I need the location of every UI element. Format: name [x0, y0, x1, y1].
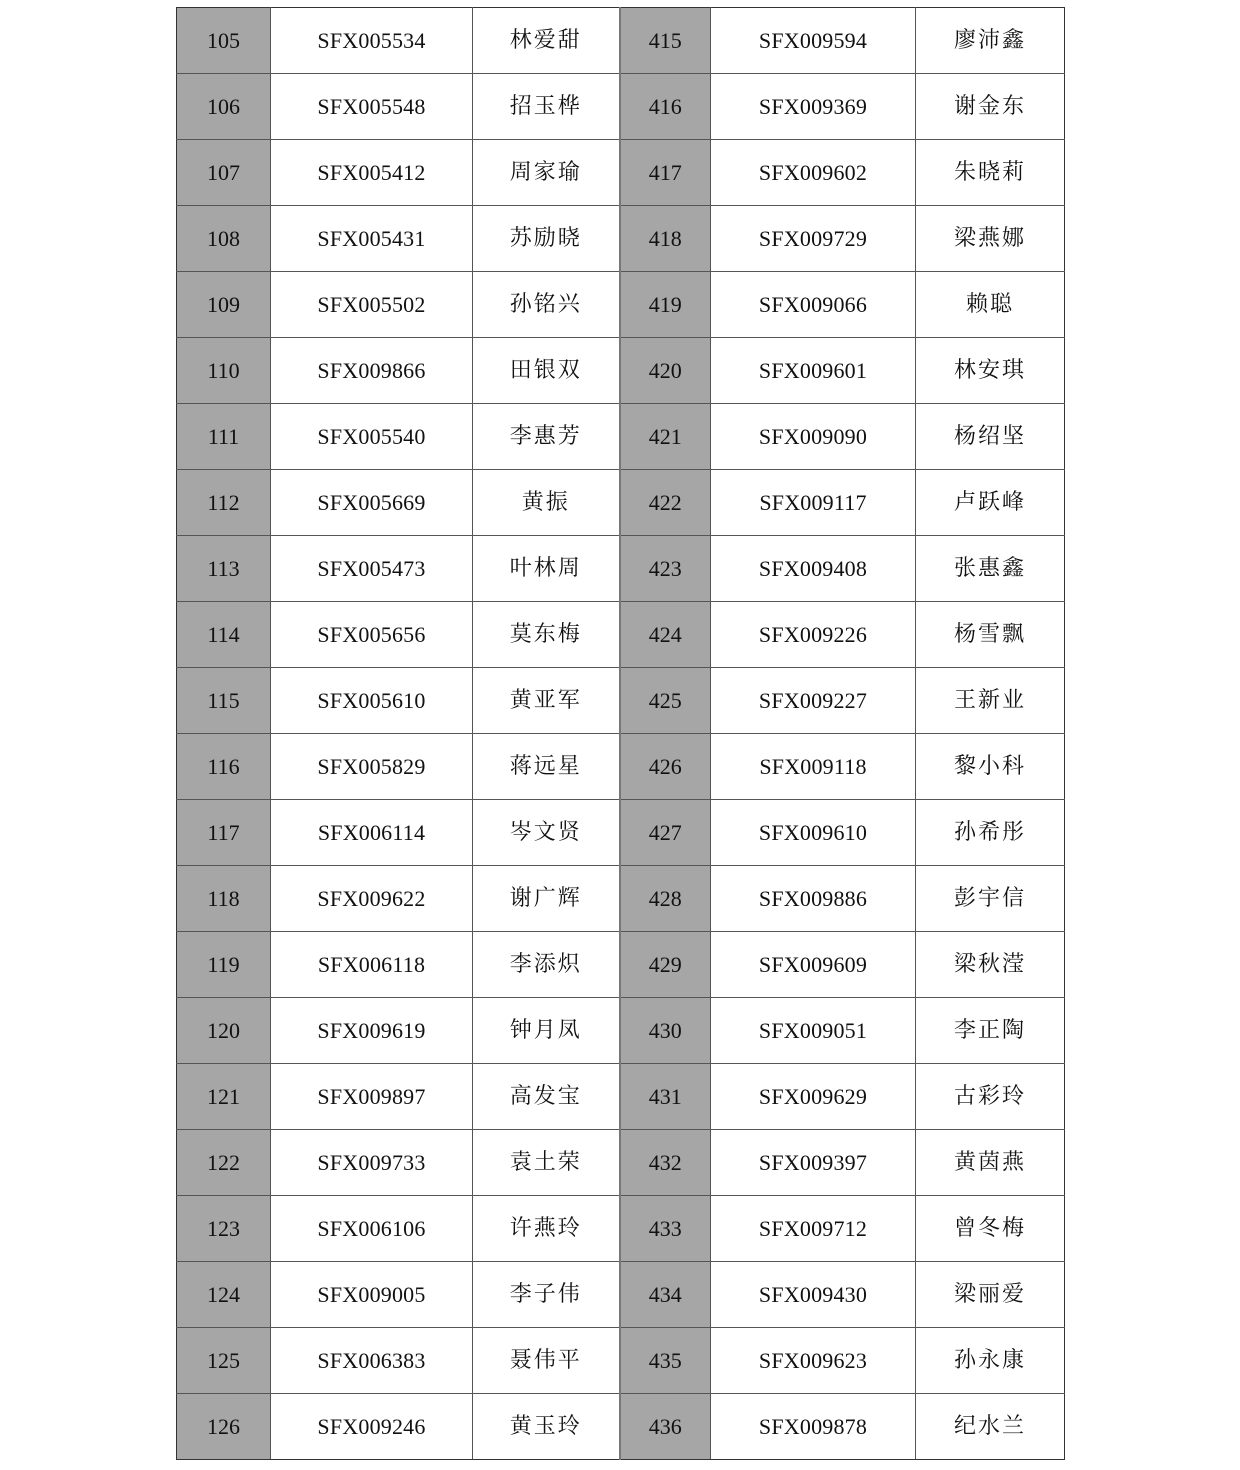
left-sequence-number: 121: [177, 1064, 271, 1130]
right-student-id: SFX009712: [711, 1196, 916, 1262]
table-row: [177, 536, 1065, 602]
right-sequence-number: 422: [620, 470, 711, 536]
table-row: [177, 734, 1065, 800]
right-student-id: SFX009430: [711, 1262, 916, 1328]
table-row: [177, 932, 1065, 998]
right-sequence-number: 423: [620, 536, 711, 602]
left-student-name: 黄玉玲: [473, 1394, 620, 1460]
table-row: [177, 8, 1065, 74]
left-sequence-number: 115: [177, 668, 271, 734]
right-student-name: 纪水兰: [916, 1394, 1065, 1460]
right-sequence-number: 419: [620, 272, 711, 338]
right-student-id: SFX009397: [711, 1130, 916, 1196]
right-sequence-number: 425: [620, 668, 711, 734]
left-sequence-number: 114: [177, 602, 271, 668]
right-student-id: SFX009369: [711, 74, 916, 140]
left-student-id: SFX009733: [271, 1130, 473, 1196]
left-sequence-number: 105: [177, 8, 271, 74]
right-student-name: 朱晓莉: [916, 140, 1065, 206]
left-student-id: SFX005669: [271, 470, 473, 536]
right-sequence-number: 416: [620, 74, 711, 140]
left-student-id: SFX006383: [271, 1328, 473, 1394]
right-student-id: SFX009878: [711, 1394, 916, 1460]
right-sequence-number: 432: [620, 1130, 711, 1196]
left-student-name: 黄亚军: [473, 668, 620, 734]
table-row: [177, 602, 1065, 668]
right-sequence-number: 434: [620, 1262, 711, 1328]
right-student-id: SFX009226: [711, 602, 916, 668]
right-student-name: 孙希彤: [916, 800, 1065, 866]
left-student-id: SFX009622: [271, 866, 473, 932]
right-student-name: 黄茵燕: [916, 1130, 1065, 1196]
left-student-id: SFX005412: [271, 140, 473, 206]
right-student-id: SFX009117: [711, 470, 916, 536]
left-student-name: 苏励晓: [473, 206, 620, 272]
right-student-name: 曾冬梅: [916, 1196, 1065, 1262]
right-student-id: SFX009886: [711, 866, 916, 932]
right-student-id: SFX009609: [711, 932, 916, 998]
right-student-name: 杨绍坚: [916, 404, 1065, 470]
left-sequence-number: 123: [177, 1196, 271, 1262]
right-student-name: 梁丽爱: [916, 1262, 1065, 1328]
right-student-name: 黎小科: [916, 734, 1065, 800]
left-student-id: SFX005502: [271, 272, 473, 338]
right-sequence-number: 433: [620, 1196, 711, 1262]
table-row: [177, 272, 1065, 338]
right-student-id: SFX009408: [711, 536, 916, 602]
right-student-name: 廖沛鑫: [916, 8, 1065, 74]
right-student-name: 林安琪: [916, 338, 1065, 404]
left-student-id: SFX005540: [271, 404, 473, 470]
left-student-name: 黄振: [473, 470, 620, 536]
right-student-name: 王新业: [916, 668, 1065, 734]
right-sequence-number: 436: [620, 1394, 711, 1460]
table-row: [177, 998, 1065, 1064]
left-sequence-number: 111: [177, 404, 271, 470]
right-sequence-number: 431: [620, 1064, 711, 1130]
table-row: [177, 74, 1065, 140]
right-sequence-number: 435: [620, 1328, 711, 1394]
left-sequence-number: 107: [177, 140, 271, 206]
left-student-name: 聂伟平: [473, 1328, 620, 1394]
left-student-id: SFX005829: [271, 734, 473, 800]
left-student-name: 李子伟: [473, 1262, 620, 1328]
left-sequence-number: 106: [177, 74, 271, 140]
right-sequence-number: 427: [620, 800, 711, 866]
right-sequence-number: 421: [620, 404, 711, 470]
table-row: [177, 866, 1065, 932]
right-student-name: 谢金东: [916, 74, 1065, 140]
right-student-id: SFX009602: [711, 140, 916, 206]
left-sequence-number: 116: [177, 734, 271, 800]
left-student-id: SFX009246: [271, 1394, 473, 1460]
right-student-name: 古彩玲: [916, 1064, 1065, 1130]
left-student-name: 蒋远星: [473, 734, 620, 800]
left-student-id: SFX009619: [271, 998, 473, 1064]
left-student-id: SFX006106: [271, 1196, 473, 1262]
table-row: [177, 1262, 1065, 1328]
right-student-id: SFX009601: [711, 338, 916, 404]
left-student-name: 李添炽: [473, 932, 620, 998]
left-student-name: 招玉桦: [473, 74, 620, 140]
left-student-name: 孙铭兴: [473, 272, 620, 338]
table-row: [177, 1328, 1065, 1394]
left-sequence-number: 117: [177, 800, 271, 866]
roster-table-body: [177, 8, 1065, 1460]
left-sequence-number: 110: [177, 338, 271, 404]
right-sequence-number: 428: [620, 866, 711, 932]
left-sequence-number: 112: [177, 470, 271, 536]
right-sequence-number: 418: [620, 206, 711, 272]
right-sequence-number: 426: [620, 734, 711, 800]
right-student-name: 孙永康: [916, 1328, 1065, 1394]
table-row: [177, 1394, 1065, 1460]
left-student-name: 岑文贤: [473, 800, 620, 866]
right-sequence-number: 430: [620, 998, 711, 1064]
left-student-name: 林爱甜: [473, 8, 620, 74]
right-student-id: SFX009118: [711, 734, 916, 800]
right-student-id: SFX009066: [711, 272, 916, 338]
right-sequence-number: 429: [620, 932, 711, 998]
table-row: [177, 1130, 1065, 1196]
left-student-id: SFX005431: [271, 206, 473, 272]
right-student-id: SFX009610: [711, 800, 916, 866]
right-student-id: SFX009051: [711, 998, 916, 1064]
left-student-id: SFX005473: [271, 536, 473, 602]
right-student-id: SFX009090: [711, 404, 916, 470]
right-student-name: 赖聪: [916, 272, 1065, 338]
right-student-id: SFX009623: [711, 1328, 916, 1394]
left-sequence-number: 122: [177, 1130, 271, 1196]
left-student-id: SFX006114: [271, 800, 473, 866]
left-sequence-number: 118: [177, 866, 271, 932]
table-row: [177, 1196, 1065, 1262]
left-sequence-number: 113: [177, 536, 271, 602]
left-student-name: 谢广辉: [473, 866, 620, 932]
left-student-name: 叶林周: [473, 536, 620, 602]
table-row: [177, 470, 1065, 536]
left-sequence-number: 124: [177, 1262, 271, 1328]
left-student-name: 周家瑜: [473, 140, 620, 206]
left-sequence-number: 108: [177, 206, 271, 272]
right-sequence-number: 424: [620, 602, 711, 668]
left-student-name: 李惠芳: [473, 404, 620, 470]
left-sequence-number: 126: [177, 1394, 271, 1460]
table-row: [177, 404, 1065, 470]
roster-table: [176, 7, 1065, 1460]
left-student-id: SFX009866: [271, 338, 473, 404]
left-student-name: 钟月凤: [473, 998, 620, 1064]
right-student-name: 李正陶: [916, 998, 1065, 1064]
left-student-name: 高发宝: [473, 1064, 620, 1130]
right-student-id: SFX009227: [711, 668, 916, 734]
left-student-name: 莫东梅: [473, 602, 620, 668]
table-row: [177, 800, 1065, 866]
left-student-id: SFX009005: [271, 1262, 473, 1328]
right-sequence-number: 420: [620, 338, 711, 404]
table-row: [177, 206, 1065, 272]
right-student-id: SFX009594: [711, 8, 916, 74]
right-student-name: 杨雪飘: [916, 602, 1065, 668]
left-student-name: 许燕玲: [473, 1196, 620, 1262]
right-sequence-number: 417: [620, 140, 711, 206]
left-sequence-number: 119: [177, 932, 271, 998]
left-student-name: 袁土荣: [473, 1130, 620, 1196]
left-student-name: 田银双: [473, 338, 620, 404]
left-student-id: SFX009897: [271, 1064, 473, 1130]
right-student-id: SFX009729: [711, 206, 916, 272]
right-student-name: 彭宇信: [916, 866, 1065, 932]
right-student-id: SFX009629: [711, 1064, 916, 1130]
right-student-name: 梁秋滢: [916, 932, 1065, 998]
left-student-id: SFX005534: [271, 8, 473, 74]
table-row: [177, 338, 1065, 404]
table-row: [177, 668, 1065, 734]
left-student-id: SFX005610: [271, 668, 473, 734]
left-student-id: SFX006118: [271, 932, 473, 998]
left-student-id: SFX005548: [271, 74, 473, 140]
left-sequence-number: 109: [177, 272, 271, 338]
table-row: [177, 1064, 1065, 1130]
table-row: [177, 140, 1065, 206]
left-sequence-number: 120: [177, 998, 271, 1064]
right-sequence-number: 415: [620, 8, 711, 74]
left-student-id: SFX005656: [271, 602, 473, 668]
right-student-name: 梁燕娜: [916, 206, 1065, 272]
left-sequence-number: 125: [177, 1328, 271, 1394]
right-student-name: 卢跃峰: [916, 470, 1065, 536]
right-student-name: 张惠鑫: [916, 536, 1065, 602]
